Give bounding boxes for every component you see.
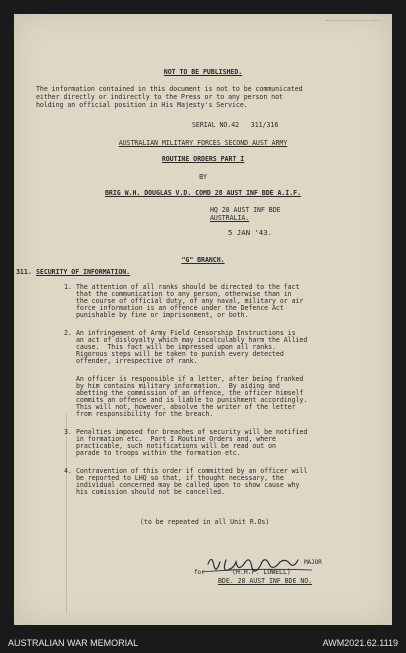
intro-line-3: holding an official position in His Majesty's Service. xyxy=(36,101,248,109)
para-2-line: an act of disloyalty which may incalculably harm the Allied xyxy=(76,336,308,344)
title-line-2: ROUTINE ORDERS PART I xyxy=(161,155,245,163)
signatory-rank: MAJOR xyxy=(304,559,322,566)
para-2b-line: from responsibility for the breach. xyxy=(76,410,214,418)
intro-line-1: The information contained in this document is not to be communicated xyxy=(36,85,303,93)
branch-heading: "G" BRANCH. xyxy=(181,256,225,264)
order-number: 311. xyxy=(16,268,32,276)
date: 5 JAN '43. xyxy=(228,228,272,237)
para-2-line: offender, irrespective of rank. xyxy=(76,357,198,365)
signatory-for: for xyxy=(194,569,205,576)
para-2-line: An infringement of Army Field Censorship Instructions is xyxy=(76,329,296,337)
title-line-1: AUSTRALIAN MILITARY FORCES SECOND AUST ARMY xyxy=(118,139,288,147)
para-2b-line: abetting the commission of an offence, the officer himself xyxy=(76,389,304,397)
hq-line: HQ 28 AUST INF BDE xyxy=(210,206,281,214)
para-3-line: Penalties imposed for breaches of security will be notified xyxy=(76,428,308,436)
para-3-line: in formation etc. Part I Routine Orders and, where xyxy=(76,435,276,443)
serial-number: SERIAL NO.42 311/316 xyxy=(192,121,279,129)
footer-accession-number: AWM2021.62.1119 xyxy=(322,638,398,648)
para-1-line: punishable by fine or imprisonment, or both. xyxy=(76,311,249,319)
para-1-line: the course of official duty, of any naval, military or air xyxy=(76,297,304,305)
order-title: SECURITY OF INFORMATION. xyxy=(36,268,131,276)
para-4-line: his comission should not be cancelled. xyxy=(76,488,225,496)
para-4-line: be reported to LHQ so that, if thought necessary, the xyxy=(76,474,284,482)
para-2-line: cause. This fact will be impressed upon all ranks. xyxy=(76,343,276,351)
para-number: 3. xyxy=(64,428,72,436)
commander: BRIG W.H. DOUGLAS V.D. COMD 28 AUST INF BDE A.I.F. xyxy=(105,189,301,197)
footer-institution: AUSTRALIAN WAR MEMORIAL xyxy=(8,638,139,648)
corner-stamp xyxy=(326,20,380,33)
by-label: BY xyxy=(199,173,207,181)
para-2b-line: This will not, however, absolve the writer of the letter xyxy=(76,403,296,411)
para-2-line: Rigorous steps will be taken to punish every detected xyxy=(76,350,284,358)
para-4-line: individual concerned may be called upon to show cause why xyxy=(76,481,300,489)
archive-footer xyxy=(0,633,406,653)
para-3-line: parade to troops within the formation etc. xyxy=(76,449,241,457)
para-2b-line: An officer is responsible if a letter, after being franked xyxy=(76,375,304,383)
para-number: 4. xyxy=(64,467,72,475)
intro-line-2: either directly or indirectly to the Press or to any person not xyxy=(36,93,283,101)
page-fold-mark xyxy=(66,414,67,614)
para-4-line: Contravention of this order if committed by an officer will xyxy=(76,467,308,475)
para-1-line: force information is an offence under the Defence Act xyxy=(76,304,284,312)
para-2b-line: commits an offence and is liable to punishment accordingly. xyxy=(76,396,308,404)
para-number: 1. xyxy=(64,283,72,291)
para-1-line: The attention of all ranks should be directed to the fact xyxy=(76,283,300,291)
para-number: 2. xyxy=(64,329,72,337)
para-3-line: practicable, such notifications will be read out on xyxy=(76,442,276,450)
para-2b-line: by him contains military information. By aiding and xyxy=(76,382,280,390)
signatory-name: (H.H.F. LOWELL) xyxy=(232,568,291,576)
document-page xyxy=(14,14,392,625)
para-1-line: that the communication to any person, otherwise than in xyxy=(76,290,292,298)
restriction-heading: NOT TO BE PUBLISHED. xyxy=(163,68,243,76)
location: AUSTRALIA. xyxy=(210,214,250,222)
repeat-note: (to be repeated in all Unit R.Os) xyxy=(140,518,270,526)
signatory-title: BDE. 28 AUST INF BDE NO. xyxy=(218,577,313,585)
